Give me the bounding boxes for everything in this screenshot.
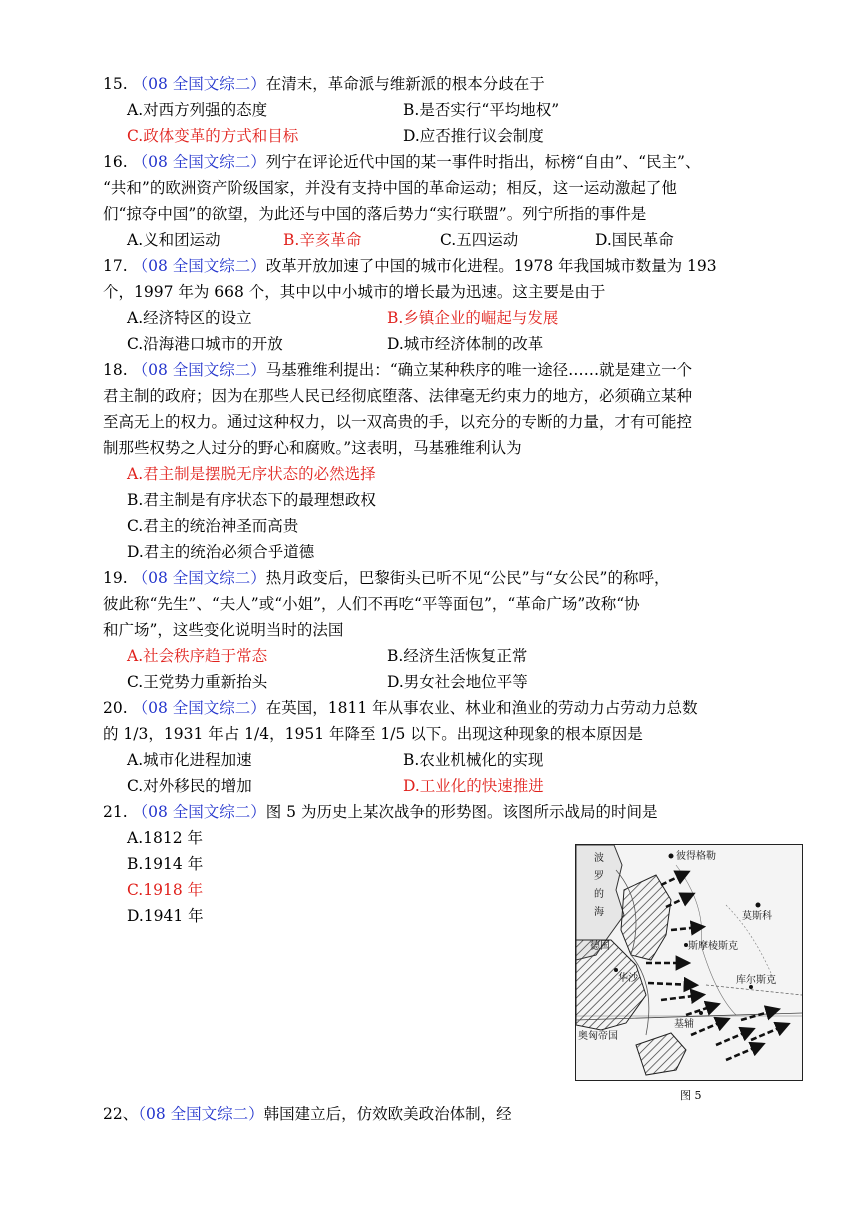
q19-option-b: B.经济生活恢复正常 <box>387 647 528 665</box>
q19-option-a: A.社会秩序趋于常态 <box>127 647 268 665</box>
war-situation-map <box>575 844 803 1081</box>
question-source: （08 全国文综二） <box>138 1105 264 1123</box>
question-source: （08 全国文综二） <box>132 699 266 717</box>
question-source: （08 全国文综二） <box>132 361 266 379</box>
question-number: 15. <box>103 75 128 93</box>
q18-option-a: A.君主制是摆脱无序状态的必然选择 <box>127 465 376 483</box>
question-text: 改革开放加速了中国的城市化进程。1978 年我国城市数量为 193 <box>265 257 717 275</box>
q21-option-b: B.1914 年 <box>127 855 204 873</box>
question-source: （08 全国文综二） <box>132 257 266 275</box>
q21-option-d: D.1941 年 <box>127 907 204 925</box>
question-text: 在英国，1811 年从事农业、林业和渔业的劳动力占劳动力总数 <box>265 699 698 717</box>
q20-option-a: A.城市化进程加速 <box>127 751 252 769</box>
question-19-stem <box>103 568 669 588</box>
map-label-germany: 德国 <box>590 941 610 952</box>
q16-option-a: A.义和团运动 <box>127 231 221 249</box>
question-18-stem <box>103 360 692 380</box>
q18-option-d: D.君主的统治必须合乎道德 <box>127 543 315 561</box>
q15-option-c: C.政体变革的方式和目标 <box>127 127 299 145</box>
question-number: 17. <box>103 257 128 275</box>
question-16-line-3: 们“掠夺中国”的欲望，为此还与中国的落后势力“实行联盟”。列宁所指的事件是 <box>103 205 647 223</box>
map-label-moscow: 莫斯科 <box>742 911 772 922</box>
map-label-petrograd: 彼得格勒 <box>676 851 716 862</box>
map-drawing <box>576 845 802 1080</box>
q15-option-b: B.是否实行“平均地权” <box>403 101 560 119</box>
q16-option-c: C.五四运动 <box>440 231 519 249</box>
occupied-area-north <box>621 875 671 960</box>
q21-option-c: C.1918 年 <box>127 881 204 899</box>
map-label-sea-4: 海 <box>594 907 604 918</box>
question-source: （08 全国文综二） <box>132 153 266 171</box>
question-text: 马基雅维利提出：“确立某种秩序的唯一途径……就是建立一个 <box>265 361 693 379</box>
question-16-line-2: “共和”的欧洲资产阶级国家，并没有支持中国的革命运动；相反，这一运动激起了他 <box>103 179 677 197</box>
map-label-smolensk: 斯摩棱斯克 <box>688 941 738 952</box>
question-17-stem <box>103 256 717 276</box>
q15-option-a: A.对西方列强的态度 <box>127 101 268 119</box>
question-18-line-4: 制那些权势之人过分的野心和腐败。”这表明，马基雅维利认为 <box>103 439 522 457</box>
map-label-kiev: 基辅 <box>674 1019 694 1030</box>
map-label-sea-2: 罗 <box>594 871 604 882</box>
q17-option-a: A.经济特区的设立 <box>127 309 252 327</box>
q18-option-c: C.君主的统治神圣而高贵 <box>127 517 299 535</box>
occupied-area-south <box>636 1033 686 1075</box>
map-label-sea-3: 的 <box>594 889 604 900</box>
question-22-stem <box>103 1104 512 1124</box>
q16-option-d: D.国民革命 <box>595 231 674 249</box>
q17-option-b: B.乡镇企业的崛起与发展 <box>387 309 559 327</box>
q20-option-b: B.农业机械化的实现 <box>403 751 544 769</box>
question-19-line-2: 彼此称“先生”、“夫人”或“小姐”，人们不再吃“平等面包”，“革命广场”改称“协 <box>103 595 640 613</box>
q19-option-d: D.男女社会地位平等 <box>387 673 528 691</box>
question-21-stem <box>103 802 657 822</box>
q21-option-a: A.1812 年 <box>127 829 203 847</box>
map-label-kursk: 库尔斯克 <box>736 975 776 986</box>
question-20-stem <box>103 698 698 718</box>
question-text: 图 5 为历史上某次战争的形势图。该图所示战局的时间是 <box>265 803 658 821</box>
question-text: 热月政变后，巴黎街头已听不见“公民”与“女公民”的称呼， <box>265 569 670 587</box>
figure-caption: 图 5 <box>680 1089 702 1102</box>
q17-option-c: C.沿海港口城市的开放 <box>127 335 283 353</box>
question-text: 列宁在评论近代中国的某一事件时指出，标榜“自由”、“民主”、 <box>265 153 701 171</box>
q17-option-d: D.城市经济体制的改革 <box>387 335 544 353</box>
q15-option-d: D.应否推行议会制度 <box>403 127 544 145</box>
question-16-stem <box>103 152 700 172</box>
question-18-line-2: 君主制的政府；因为在那些人民已经彻底堕落、法律毫无约束力的地方，必须确立某种 <box>103 387 693 405</box>
q16-option-b: B.辛亥革命 <box>283 231 362 249</box>
question-number: 20. <box>103 699 128 717</box>
map-label-austria-hungary: 奥匈帝国 <box>578 1031 618 1042</box>
question-text: 在清末，革命派与维新派的根本分歧在于 <box>265 75 545 93</box>
question-source: （08 全国文综二） <box>132 569 266 587</box>
q20-option-c: C.对外移民的增加 <box>127 777 252 795</box>
q20-option-d: D.工业化的快速推进 <box>403 777 544 795</box>
question-source: （08 全国文综二） <box>132 75 266 93</box>
question-number: 16. <box>103 153 128 171</box>
question-18-line-3: 至高无上的权力。通过这种权力，以一双高贵的手，以充分的专断的力量，才有可能控 <box>103 413 693 431</box>
question-number: 21. <box>103 803 128 821</box>
question-19-line-3: 和广场”，这些变化说明当时的法国 <box>103 621 344 639</box>
question-15-stem <box>103 74 545 94</box>
map-label-sea-1: 波 <box>594 853 604 864</box>
map-label-warsaw: 华沙 <box>618 973 638 984</box>
question-number: 18. <box>103 361 128 379</box>
question-source: （08 全国文综二） <box>132 803 266 821</box>
q19-option-c: C.王党势力重新抬头 <box>127 673 268 691</box>
question-20-line-2: 的 1/3，1931 年占 1/4，1951 年降至 1/5 以下。出现这种现象的根本原因是 <box>103 725 643 743</box>
question-number: 22、 <box>103 1105 139 1123</box>
question-number: 19. <box>103 569 128 587</box>
question-text: 韩国建立后，仿效欧美政治体制，经 <box>263 1105 512 1123</box>
question-17-line-2: 个，1997 年为 668 个，其中以中小城市的增长最为迅速。这主要是由于 <box>103 283 606 301</box>
q18-option-b: B.君主制是有序状态下的最理想政权 <box>127 491 376 509</box>
